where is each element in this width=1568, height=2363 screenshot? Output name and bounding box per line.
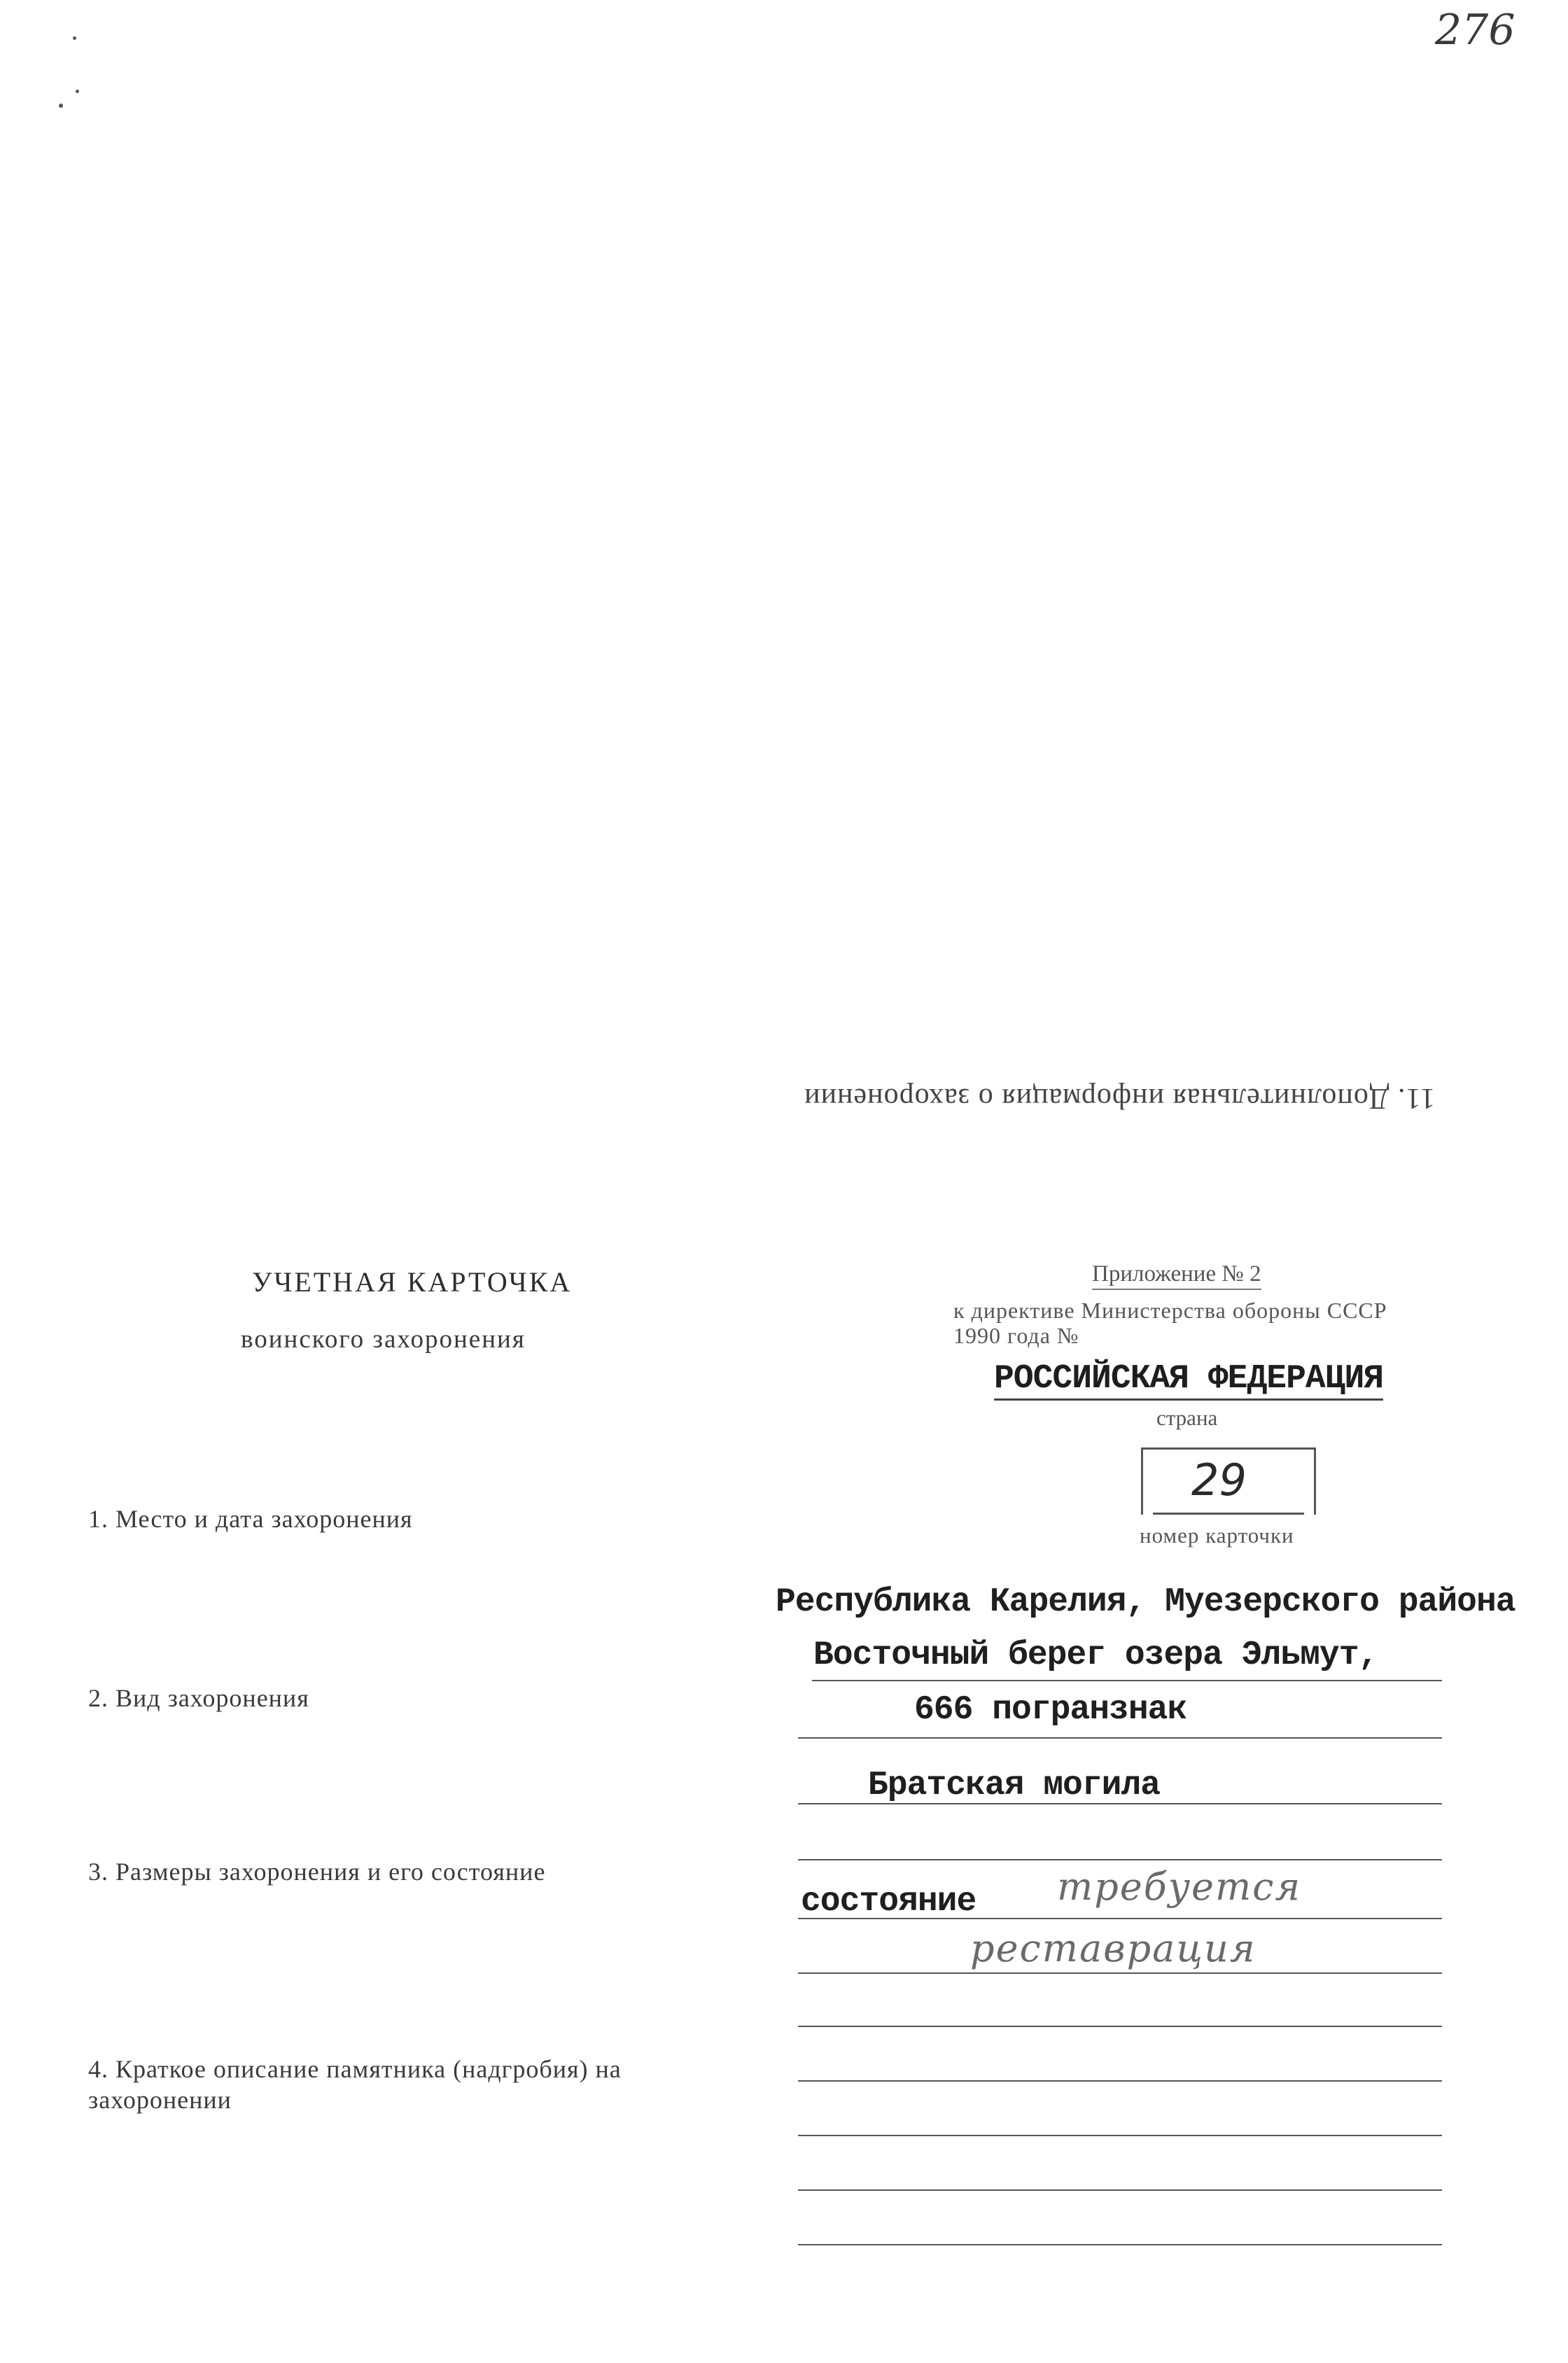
directive-line-2: 1990 года № bbox=[953, 1323, 1079, 1348]
entry-rule bbox=[798, 2244, 1442, 2245]
entry-rule bbox=[798, 2189, 1442, 2191]
condition-label: состояние bbox=[801, 1883, 976, 1921]
page-number: 276 bbox=[1435, 6, 1516, 55]
entry-rule bbox=[798, 1737, 1442, 1739]
card-number-value: 29 bbox=[1191, 1454, 1247, 1506]
back-side-heading: 11. Дополнительная информация о захоронении bbox=[804, 1082, 1435, 1114]
entry-rule bbox=[798, 2080, 1442, 2082]
field-label-size-condition: 3. Размеры захоронения и его состояние bbox=[88, 1858, 546, 1886]
card-subtitle: воинского захоронения bbox=[241, 1325, 526, 1354]
scan-speck bbox=[73, 36, 76, 40]
entry-rule bbox=[798, 1918, 1442, 1919]
condition-handwritten-line-2: реставрация bbox=[970, 1926, 1256, 1970]
entry-rule bbox=[798, 2026, 1442, 2027]
entry-rule bbox=[798, 1803, 1442, 1804]
card-title: УЧЕТНАЯ КАРТОЧКА bbox=[252, 1266, 573, 1298]
entry-rule bbox=[798, 1972, 1442, 1974]
field-label-burial-type: 2. Вид захоронения bbox=[88, 1684, 309, 1712]
card-number-label: номер карточки bbox=[1140, 1523, 1294, 1548]
scan-speck bbox=[59, 104, 63, 108]
location-line-2: Восточный берег озера Эльмут, bbox=[813, 1636, 1378, 1674]
scan-speck bbox=[76, 90, 79, 93]
entry-rule bbox=[798, 2135, 1442, 2136]
location-line-1: Республика Карелия, Муезерского района bbox=[776, 1583, 1516, 1621]
country-value: РОССИЙСКАЯ ФЕДЕРАЦИЯ bbox=[994, 1359, 1383, 1401]
field-label-monument-description: 4. Краткое описание памятника (надгробия) на захоронении bbox=[88, 2055, 622, 2114]
entry-rule bbox=[812, 1680, 1442, 1681]
appendix-label: Приложение № 2 bbox=[1092, 1261, 1261, 1290]
location-line-3: 666 погранзнак bbox=[914, 1691, 1187, 1729]
burial-type-value: Братская могила bbox=[868, 1767, 1161, 1804]
entry-rule bbox=[798, 1859, 1442, 1860]
directive-line-1: к директиве Министерства обороны СССР bbox=[953, 1298, 1387, 1323]
field-label-place-date: 1. Место и дата захоронения bbox=[88, 1505, 413, 1533]
condition-handwritten-line-1: требуется bbox=[1057, 1865, 1302, 1909]
country-label: страна bbox=[1156, 1405, 1218, 1430]
